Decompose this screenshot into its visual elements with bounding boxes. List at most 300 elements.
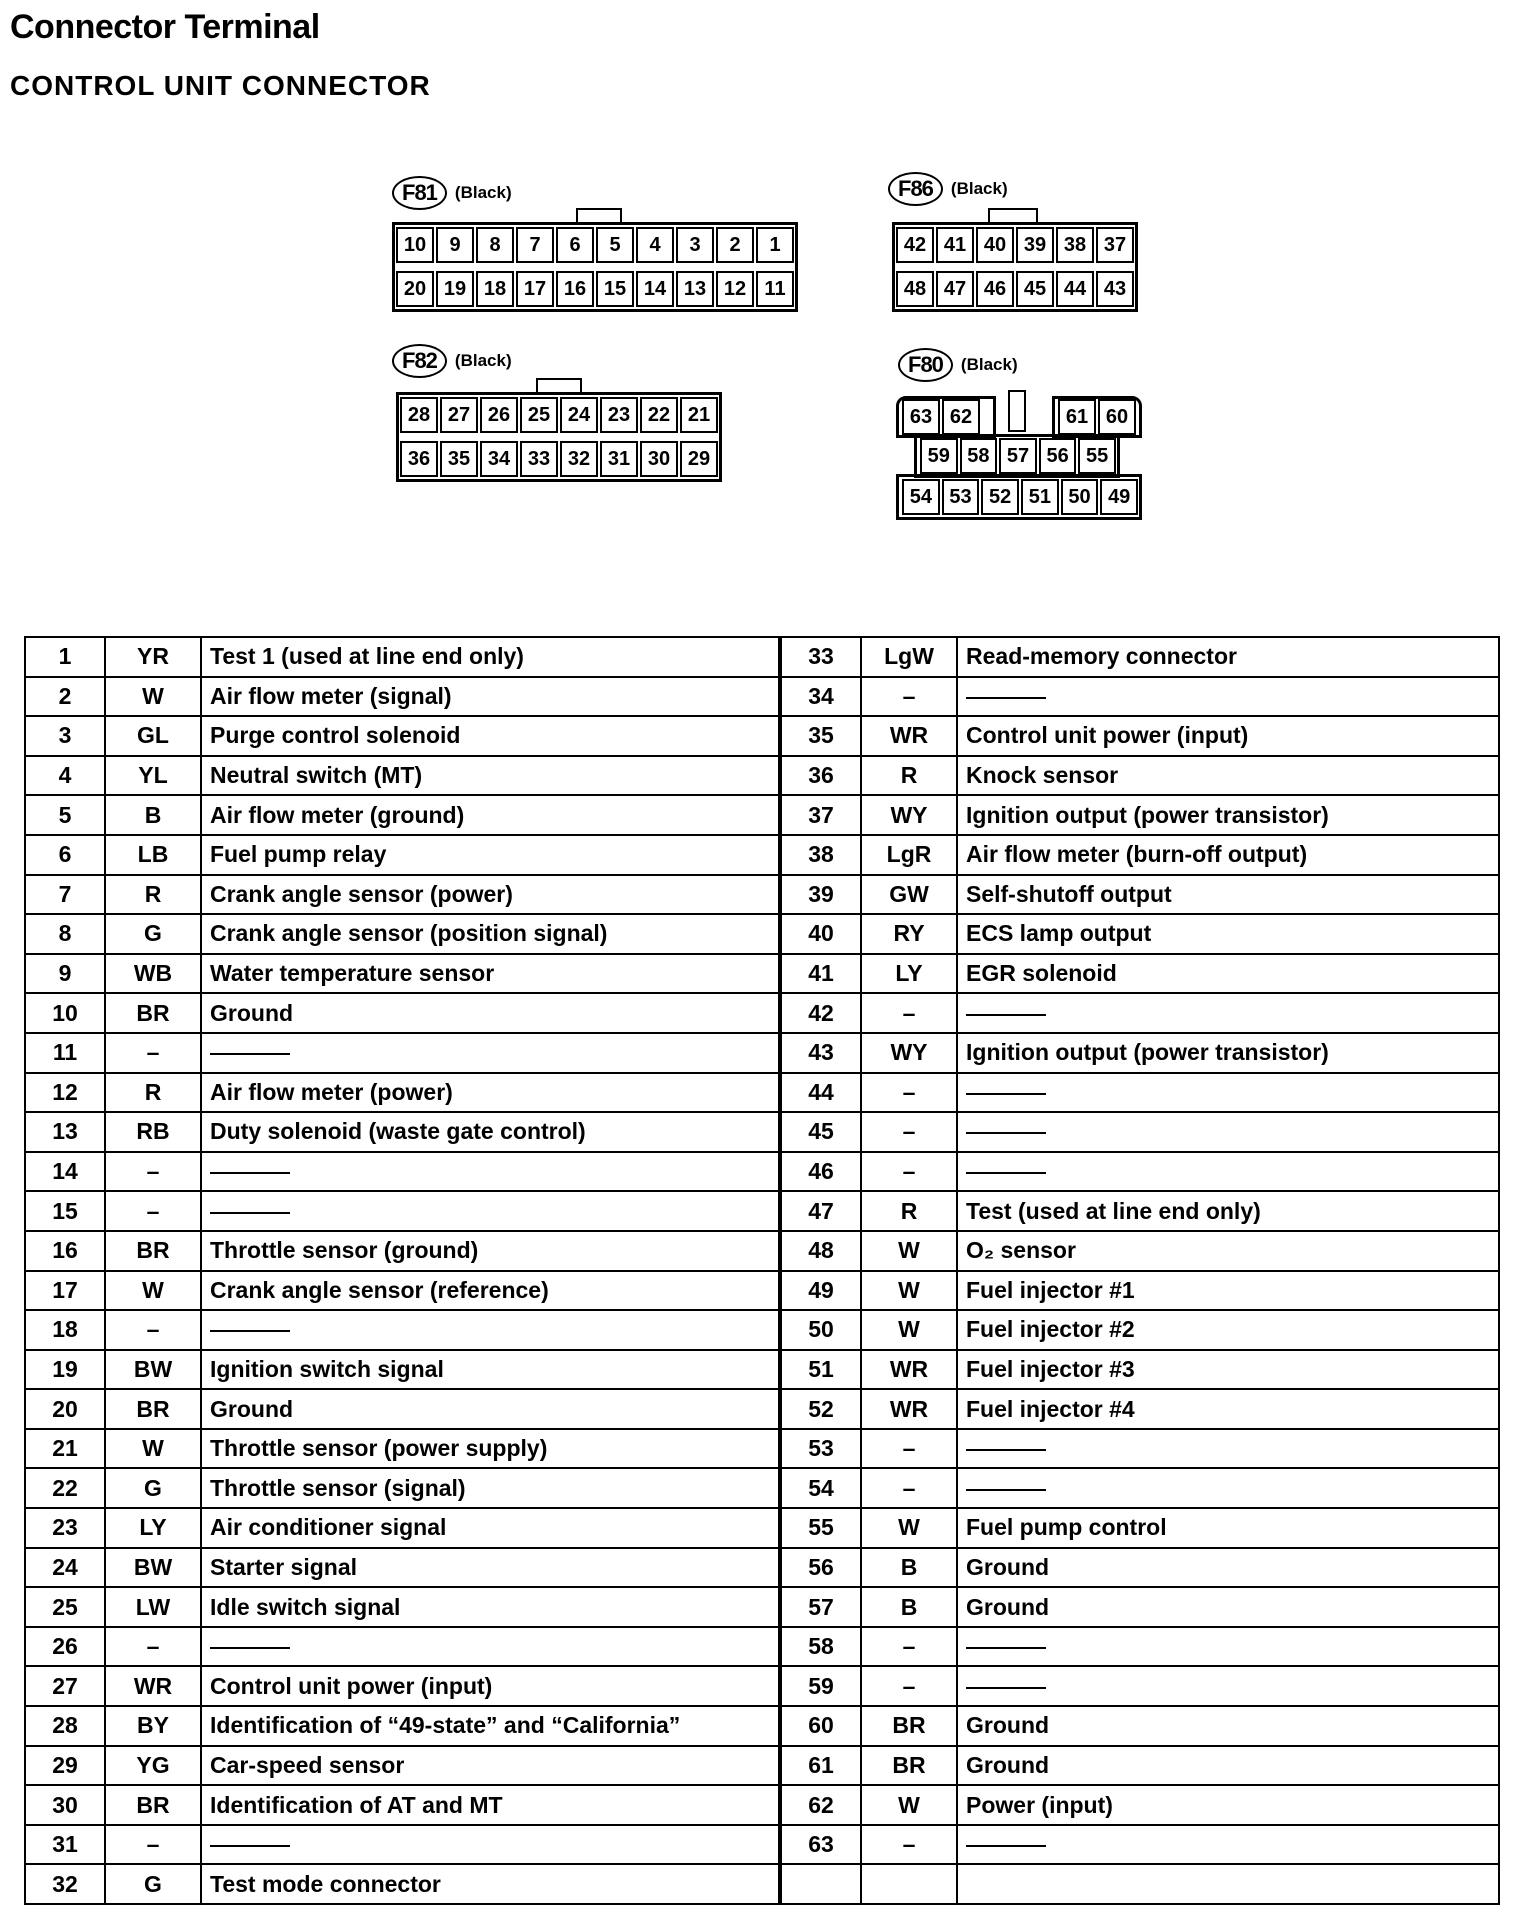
pin-description: Power (input) — [957, 1785, 1499, 1825]
pin-description: Purge control solenoid — [201, 716, 780, 756]
connector-pin: 19 — [436, 271, 474, 307]
pin-description — [201, 1310, 780, 1350]
pin-description: Fuel injector #2 — [957, 1310, 1499, 1350]
wire-color: – — [861, 993, 957, 1033]
pin-number: 6 — [25, 835, 105, 875]
wire-color: W — [861, 1508, 957, 1548]
wire-color: WY — [861, 1033, 957, 1073]
pin-number: 63 — [780, 1825, 861, 1865]
connector-f80-label — [898, 348, 1018, 382]
table-row — [25, 1746, 1499, 1786]
connector-f86-id: F86 — [888, 172, 943, 206]
pin-description: Identification of “49-state” and “California” — [201, 1706, 780, 1746]
wire-color: RY — [861, 914, 957, 954]
pin-description: Test (used at line end only) — [957, 1191, 1499, 1231]
pin-description: Control unit power (input) — [201, 1666, 780, 1706]
connector-pin: 29 — [680, 441, 718, 477]
pin-number: 14 — [25, 1152, 105, 1192]
blank-line — [210, 1212, 290, 1214]
connector-pin: 5 — [596, 227, 634, 263]
wire-color: WB — [105, 954, 201, 994]
wire-color — [861, 1864, 957, 1904]
table-row — [25, 756, 1499, 796]
connector-pin: 50 — [1061, 479, 1099, 515]
wire-color: – — [861, 1666, 957, 1706]
connector-f86 — [892, 222, 1138, 312]
connector-pin: 51 — [1021, 479, 1059, 515]
table-row — [25, 875, 1499, 915]
table-row — [25, 954, 1499, 994]
connector-pin: 31 — [600, 441, 638, 477]
pin-number: 39 — [780, 875, 861, 915]
table-row — [25, 677, 1499, 717]
pin-number: 54 — [780, 1468, 861, 1508]
wire-color: B — [861, 1587, 957, 1627]
connector-pin: 1 — [756, 227, 794, 263]
pin-number: 58 — [780, 1627, 861, 1667]
connector-pin: 26 — [480, 397, 518, 433]
connector-pin: 3 — [676, 227, 714, 263]
table-row — [25, 1152, 1499, 1192]
wire-color: WR — [105, 1666, 201, 1706]
connector-pin: 36 — [400, 441, 438, 477]
table-row — [25, 1350, 1499, 1390]
pin-description — [957, 1864, 1499, 1904]
connector-pin: 15 — [596, 271, 634, 307]
pin-number: 22 — [25, 1468, 105, 1508]
pin-description — [957, 1825, 1499, 1865]
connector-f80-row1-left — [901, 397, 993, 437]
table-row — [25, 1587, 1499, 1627]
connector-pin: 30 — [640, 441, 678, 477]
connector-pin: 14 — [636, 271, 674, 307]
wire-color: WR — [861, 1350, 957, 1390]
pin-number: 11 — [25, 1033, 105, 1073]
table-row — [25, 1429, 1499, 1469]
connector-pin: 40 — [976, 227, 1014, 263]
connector-pin: 57 — [999, 438, 1037, 474]
connector-pin: 39 — [1016, 227, 1054, 263]
pin-number: 36 — [780, 756, 861, 796]
wire-color: BR — [105, 1389, 201, 1429]
pin-number: 4 — [25, 756, 105, 796]
wire-color: LW — [105, 1587, 201, 1627]
connector-pin: 16 — [556, 271, 594, 307]
pin-description: Knock sensor — [957, 756, 1499, 796]
pin-number: 43 — [780, 1033, 861, 1073]
wire-color: BR — [861, 1706, 957, 1746]
connector-pin: 46 — [976, 271, 1014, 307]
connector-pin: 60 — [1098, 399, 1136, 435]
pin-description — [957, 1112, 1499, 1152]
pin-description — [201, 1033, 780, 1073]
connector-pin: 6 — [556, 227, 594, 263]
table-row — [25, 1825, 1499, 1865]
connector-f80-row1-right — [1057, 397, 1139, 437]
pin-description: Fuel pump relay — [201, 835, 780, 875]
connector-pin: 43 — [1096, 271, 1134, 307]
wire-color: R — [105, 875, 201, 915]
pin-description: Ground — [957, 1746, 1499, 1786]
pin-description: Fuel injector #4 — [957, 1389, 1499, 1429]
connector-pin: 49 — [1100, 479, 1138, 515]
pin-number: 57 — [780, 1587, 861, 1627]
blank-line — [966, 1489, 1046, 1491]
connector-f80-row2 — [919, 436, 1117, 476]
pin-description: Crank angle sensor (reference) — [201, 1271, 780, 1311]
table-row — [25, 1033, 1499, 1073]
pin-number: 49 — [780, 1271, 861, 1311]
connector-f80-row1-right-frame — [1052, 396, 1142, 438]
pin-number: 24 — [25, 1548, 105, 1588]
pin-number: 26 — [25, 1627, 105, 1667]
pin-description: Starter signal — [201, 1548, 780, 1588]
pin-number: 8 — [25, 914, 105, 954]
table-row — [25, 1548, 1499, 1588]
pin-description: Throttle sensor (power supply) — [201, 1429, 780, 1469]
table-row — [25, 795, 1499, 835]
connector-pin: 59 — [920, 438, 958, 474]
table-row — [25, 1112, 1499, 1152]
connector-pin: 42 — [896, 227, 934, 263]
wire-color: – — [105, 1033, 201, 1073]
pin-description — [957, 1666, 1499, 1706]
wire-color: – — [105, 1310, 201, 1350]
wire-color: WR — [861, 716, 957, 756]
wire-color: W — [105, 1271, 201, 1311]
pin-description: Ground — [957, 1587, 1499, 1627]
pin-number: 62 — [780, 1785, 861, 1825]
pin-description: Ignition output (power transistor) — [957, 795, 1499, 835]
connector-pin: 13 — [676, 271, 714, 307]
blank-line — [966, 1647, 1046, 1649]
connector-pin: 27 — [440, 397, 478, 433]
wire-color: RB — [105, 1112, 201, 1152]
connector-f82-row2 — [399, 439, 719, 479]
pin-description: Ground — [957, 1548, 1499, 1588]
connector-pin: 25 — [520, 397, 558, 433]
connector-pin: 8 — [476, 227, 514, 263]
pin-description: Ignition output (power transistor) — [957, 1033, 1499, 1073]
table-row — [25, 1508, 1499, 1548]
blank-line — [966, 1845, 1046, 1847]
connector-pin: 4 — [636, 227, 674, 263]
pin-number: 44 — [780, 1073, 861, 1113]
pin-number: 37 — [780, 795, 861, 835]
pin-number: 40 — [780, 914, 861, 954]
wire-color: W — [861, 1310, 957, 1350]
wire-color: – — [105, 1627, 201, 1667]
pin-description: Ground — [957, 1706, 1499, 1746]
connector-pin: 38 — [1056, 227, 1094, 263]
wire-color: LgW — [861, 637, 957, 677]
pin-description: Idle switch signal — [201, 1587, 780, 1627]
pin-number: 10 — [25, 993, 105, 1033]
blank-line — [966, 1172, 1046, 1174]
table-row — [25, 1785, 1499, 1825]
connector-pin: 20 — [396, 271, 434, 307]
pin-number: 23 — [25, 1508, 105, 1548]
connector-pin: 52 — [981, 479, 1019, 515]
pin-number: 61 — [780, 1746, 861, 1786]
wire-color: W — [861, 1231, 957, 1271]
wire-color: BR — [105, 993, 201, 1033]
table-row — [25, 1073, 1499, 1113]
wire-color: – — [861, 1152, 957, 1192]
pin-description — [957, 677, 1499, 717]
pin-description: Air flow meter (burn-off output) — [957, 835, 1499, 875]
pin-number: 13 — [25, 1112, 105, 1152]
connector-pin: 56 — [1039, 438, 1077, 474]
table-row — [25, 1271, 1499, 1311]
connector-f81-color: (Black) — [454, 183, 512, 202]
connector-pin: 24 — [560, 397, 598, 433]
table-row — [25, 835, 1499, 875]
table-row — [25, 1389, 1499, 1429]
connector-pin: 23 — [600, 397, 638, 433]
pin-number: 41 — [780, 954, 861, 994]
blank-line — [210, 1845, 290, 1847]
pin-description: Self-shutoff output — [957, 875, 1499, 915]
wire-color: LgR — [861, 835, 957, 875]
pin-description: Ignition switch signal — [201, 1350, 780, 1390]
pin-number: 56 — [780, 1548, 861, 1588]
pin-description: Test mode connector — [201, 1864, 780, 1904]
connector-f86-key — [988, 208, 1038, 222]
wire-color: LB — [105, 835, 201, 875]
connector-f82 — [396, 392, 722, 482]
pin-number: 7 — [25, 875, 105, 915]
pin-description: Fuel pump control — [957, 1508, 1499, 1548]
pin-description — [957, 1152, 1499, 1192]
connector-pin: 54 — [902, 479, 940, 515]
pin-number: 20 — [25, 1389, 105, 1429]
pin-number: 28 — [25, 1706, 105, 1746]
wire-color: YL — [105, 756, 201, 796]
connector-pin: 34 — [480, 441, 518, 477]
wire-color: B — [105, 795, 201, 835]
blank-line — [210, 1053, 290, 1055]
wire-color: R — [861, 756, 957, 796]
pin-number: 55 — [780, 1508, 861, 1548]
pin-description: Throttle sensor (ground) — [201, 1231, 780, 1271]
connector-f81-label — [392, 176, 512, 210]
pin-description — [201, 1825, 780, 1865]
blank-line — [966, 1132, 1046, 1134]
wire-color: W — [105, 677, 201, 717]
pin-number: 48 — [780, 1231, 861, 1271]
wire-color: R — [105, 1073, 201, 1113]
pin-description: Fuel injector #1 — [957, 1271, 1499, 1311]
pin-description — [957, 1627, 1499, 1667]
connector-pin: 45 — [1016, 271, 1054, 307]
connector-f81-key — [576, 208, 622, 222]
pin-number: 2 — [25, 677, 105, 717]
wire-color: – — [861, 677, 957, 717]
pin-number: 51 — [780, 1350, 861, 1390]
connector-pin: 62 — [942, 399, 980, 435]
pin-description: Neutral switch (MT) — [201, 756, 780, 796]
blank-line — [966, 1449, 1046, 1451]
pin-number: 33 — [780, 637, 861, 677]
pin-number: 59 — [780, 1666, 861, 1706]
pin-number: 15 — [25, 1191, 105, 1231]
connector-pin: 21 — [680, 397, 718, 433]
wire-color: GW — [861, 875, 957, 915]
pin-number: 52 — [780, 1389, 861, 1429]
connector-f82-key — [536, 378, 582, 392]
pin-number: 19 — [25, 1350, 105, 1390]
pin-description — [957, 1073, 1499, 1113]
table-row — [25, 716, 1499, 756]
pin-description: Crank angle sensor (position signal) — [201, 914, 780, 954]
connector-f80-row1-left-frame — [896, 396, 996, 438]
connector-pin: 18 — [476, 271, 514, 307]
page-subtitle: CONTROL UNIT CONNECTOR — [10, 70, 431, 101]
connector-f86-label — [888, 172, 1008, 206]
pin-number: 21 — [25, 1429, 105, 1469]
connector-f86-row2 — [895, 269, 1135, 309]
connector-pin: 58 — [960, 438, 998, 474]
table-row — [25, 1666, 1499, 1706]
pin-description: Water temperature sensor — [201, 954, 780, 994]
wire-color: G — [105, 1468, 201, 1508]
connector-pin: 37 — [1096, 227, 1134, 263]
connector-pin: 55 — [1078, 438, 1116, 474]
wire-color: YG — [105, 1746, 201, 1786]
connector-f80-key — [1008, 390, 1026, 432]
pin-description: Air flow meter (signal) — [201, 677, 780, 717]
wire-color: GL — [105, 716, 201, 756]
connector-f86-row1 — [895, 225, 1135, 265]
page-title: Connector Terminal — [10, 8, 320, 46]
pinout-table — [24, 636, 1500, 1905]
wire-color: WR — [861, 1389, 957, 1429]
pin-description — [201, 1627, 780, 1667]
pin-number: 17 — [25, 1271, 105, 1311]
pin-description: Car-speed sensor — [201, 1746, 780, 1786]
wire-color: – — [105, 1152, 201, 1192]
connector-pin: 61 — [1058, 399, 1096, 435]
connector-f82-row1 — [399, 395, 719, 435]
wire-color: W — [861, 1271, 957, 1311]
connector-f80-color: (Black) — [960, 355, 1018, 374]
connector-pin: 7 — [516, 227, 554, 263]
pin-number: 25 — [25, 1587, 105, 1627]
pin-number: 35 — [780, 716, 861, 756]
pin-description: Crank angle sensor (power) — [201, 875, 780, 915]
pin-number: 34 — [780, 677, 861, 717]
pin-number: 47 — [780, 1191, 861, 1231]
pin-description — [957, 1429, 1499, 1469]
pin-number: 46 — [780, 1152, 861, 1192]
pin-number: 12 — [25, 1073, 105, 1113]
pin-description: Control unit power (input) — [957, 716, 1499, 756]
connector-pin: 22 — [640, 397, 678, 433]
connector-f80-row3-frame — [896, 474, 1142, 520]
pin-number: 30 — [25, 1785, 105, 1825]
connector-f81 — [392, 222, 798, 312]
pin-description: EGR solenoid — [957, 954, 1499, 994]
connector-pin: 63 — [902, 399, 940, 435]
wire-color: BR — [861, 1746, 957, 1786]
wire-color: BY — [105, 1706, 201, 1746]
pin-number: 50 — [780, 1310, 861, 1350]
connector-f82-id: F82 — [392, 344, 447, 378]
connector-pin: 41 — [936, 227, 974, 263]
wire-color: WY — [861, 795, 957, 835]
pin-description: Air conditioner signal — [201, 1508, 780, 1548]
table-row — [25, 637, 1499, 677]
table-row — [25, 993, 1499, 1033]
wire-color: – — [861, 1627, 957, 1667]
connector-pin: 53 — [942, 479, 980, 515]
pin-description: Ground — [201, 993, 780, 1033]
connector-f82-color: (Black) — [454, 351, 512, 370]
pin-number: 16 — [25, 1231, 105, 1271]
wire-color: B — [861, 1548, 957, 1588]
pin-number: 5 — [25, 795, 105, 835]
wire-color: G — [105, 914, 201, 954]
wire-color: – — [861, 1468, 957, 1508]
connector-pin: 48 — [896, 271, 934, 307]
pin-description: Ground — [201, 1389, 780, 1429]
pin-description: Test 1 (used at line end only) — [201, 637, 780, 677]
connector-pin: 35 — [440, 441, 478, 477]
blank-line — [210, 1172, 290, 1174]
pin-description: Duty solenoid (waste gate control) — [201, 1112, 780, 1152]
pin-description — [957, 1468, 1499, 1508]
table-row — [25, 914, 1499, 954]
wire-color: YR — [105, 637, 201, 677]
pin-description: O₂ sensor — [957, 1231, 1499, 1271]
connector-f80-row2-frame — [914, 434, 1120, 478]
connector-pin: 10 — [396, 227, 434, 263]
pin-description: Read-memory connector — [957, 637, 1499, 677]
connector-f82-label — [392, 344, 512, 378]
connector-pin: 2 — [716, 227, 754, 263]
pin-description: ECS lamp output — [957, 914, 1499, 954]
wire-color: LY — [105, 1508, 201, 1548]
blank-line — [966, 697, 1046, 699]
blank-line — [210, 1330, 290, 1332]
pin-number: 60 — [780, 1706, 861, 1746]
pin-number: 29 — [25, 1746, 105, 1786]
table-row — [25, 1864, 1499, 1904]
table-row — [25, 1231, 1499, 1271]
wire-color: – — [861, 1429, 957, 1469]
table-row — [25, 1310, 1499, 1350]
wire-color: – — [861, 1825, 957, 1865]
pin-number: 1 — [25, 637, 105, 677]
connector-pin: 47 — [936, 271, 974, 307]
wire-color: – — [861, 1073, 957, 1113]
wire-color: LY — [861, 954, 957, 994]
connector-f81-row2 — [395, 269, 795, 309]
pin-number: 27 — [25, 1666, 105, 1706]
blank-line — [966, 1687, 1046, 1689]
pin-description: Air flow meter (power) — [201, 1073, 780, 1113]
wire-color: R — [861, 1191, 957, 1231]
pin-description: Fuel injector #3 — [957, 1350, 1499, 1390]
pin-description: Identification of AT and MT — [201, 1785, 780, 1825]
wire-color: BW — [105, 1350, 201, 1390]
wire-color: – — [861, 1112, 957, 1152]
connector-f81-row1 — [395, 225, 795, 265]
table-row — [25, 1468, 1499, 1508]
pin-number: 3 — [25, 716, 105, 756]
pin-number: 18 — [25, 1310, 105, 1350]
